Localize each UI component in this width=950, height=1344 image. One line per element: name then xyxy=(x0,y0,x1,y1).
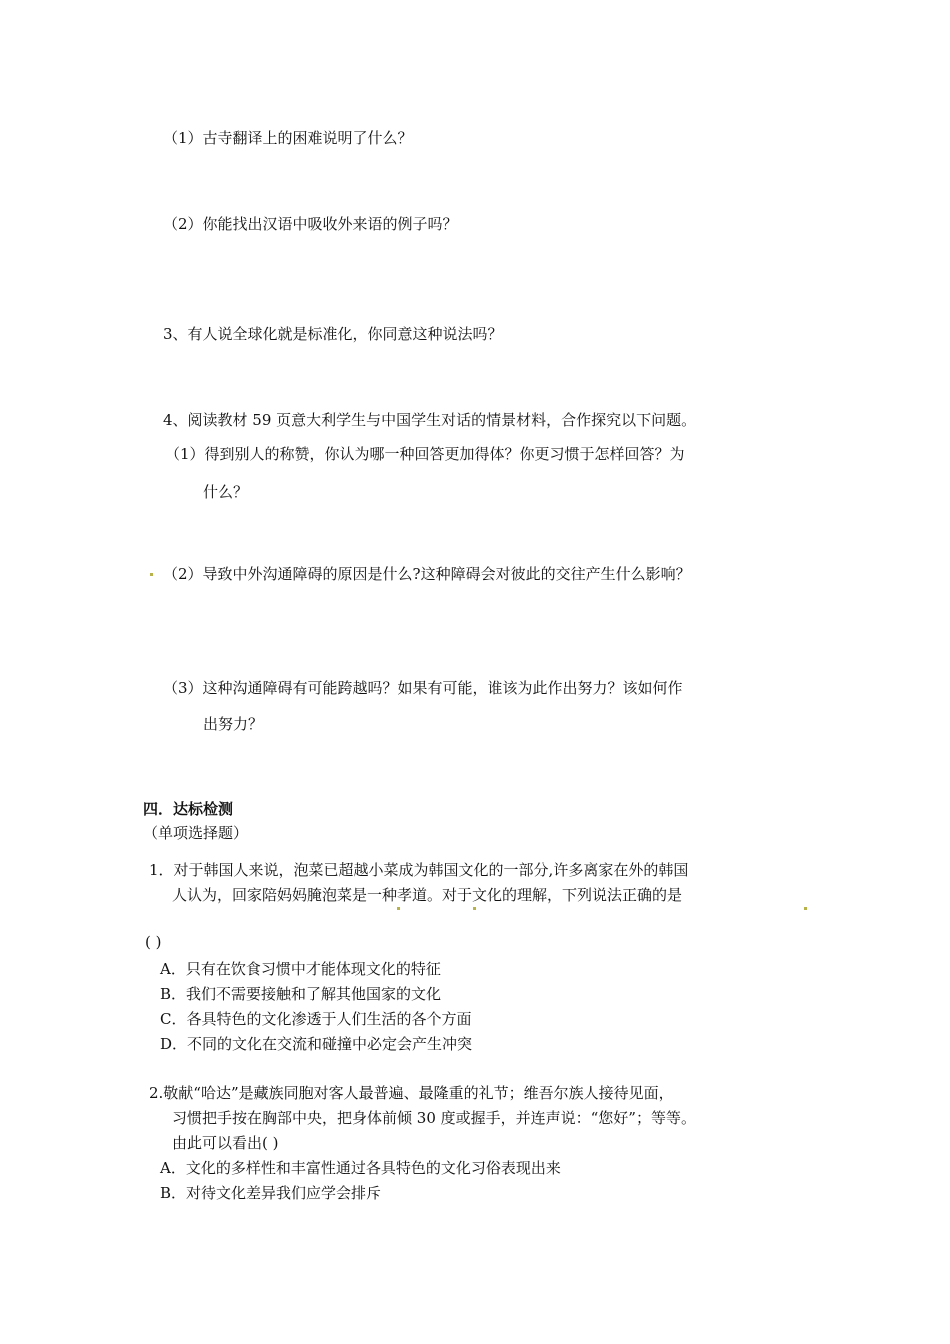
mc-question-1-answer-paren: ( ) xyxy=(145,933,162,951)
question-4-sub-3-line-1: （3）这种沟通障碍有可能跨越吗？如果有可能，谁该为此作出努力？该如何作 xyxy=(163,679,683,697)
section-title: 四．达标检测 xyxy=(143,800,234,818)
mc-question-1-line-2: 人认为，回家陪妈妈腌泡菜是一种孝道。对于文化的理解，下列说法正确的是 xyxy=(172,886,683,904)
mark-dot xyxy=(804,907,807,910)
question-4-sub-1-line-1: （1）得到别人的称赞，你认为哪一种回答更加得体？你更习惯于怎样回答？为 xyxy=(165,445,685,463)
mc-question-2-line-3: 由此可以看出( ) xyxy=(172,1134,279,1152)
mc-question-2-option-b: B．对待文化差异我们应学会排斥 xyxy=(160,1184,382,1202)
mc-question-1-option-c: C．各具特色的文化渗透于人们生活的各个方面 xyxy=(160,1010,472,1028)
mc-question-2-line-1: 2.敬献“哈达”是藏族同胞对客人最普遍、最隆重的礼节；维吾尔族人接待见面， xyxy=(149,1084,674,1102)
question-4-sub-3-line-2: 出努力？ xyxy=(203,715,264,733)
mc-question-1-option-a: A．只有在饮食习惯中才能体现文化的特征 xyxy=(160,960,441,978)
question-3: 3、有人说全球化就是标准化，你同意这种说法吗？ xyxy=(163,325,503,343)
mc-question-2-option-a: A．文化的多样性和丰富性通过各具特色的文化习俗表现出来 xyxy=(160,1159,561,1177)
question-4-sub-2: （2）导致中外沟通障碍的原因是什么?这种障碍会对彼此的交往产生什么影响？ xyxy=(163,565,691,583)
mark-dot xyxy=(397,907,400,910)
question-4-sub-1-line-2: 什么？ xyxy=(203,483,249,501)
question-1-sub-2: （2）你能找出汉语中吸收外来语的例子吗？ xyxy=(163,215,458,233)
mc-question-1-line-1: 1．对于韩国人来说，泡菜已超越小菜成为韩国文化的一部分,许多离家在外的韩国 xyxy=(149,861,689,879)
section-subtitle: （单项选择题） xyxy=(143,824,249,842)
question-1-sub-1: （1）古寺翻译上的困难说明了什么？ xyxy=(163,129,413,147)
mark-dot xyxy=(473,907,476,910)
mc-question-2-line-2: 习惯把手按在胸部中央，把身体前倾 30 度或握手，并连声说：“您好”；等等。 xyxy=(172,1109,696,1127)
mark-dot xyxy=(150,573,153,576)
mc-question-1-option-d: D．不同的文化在交流和碰撞中必定会产生冲突 xyxy=(160,1035,473,1053)
question-4: 4、阅读教材 59 页意大利学生与中国学生对话的情景材料，合作探究以下问题。 xyxy=(163,411,697,429)
mc-question-1-option-b: B．我们不需要接触和了解其他国家的文化 xyxy=(160,985,442,1003)
